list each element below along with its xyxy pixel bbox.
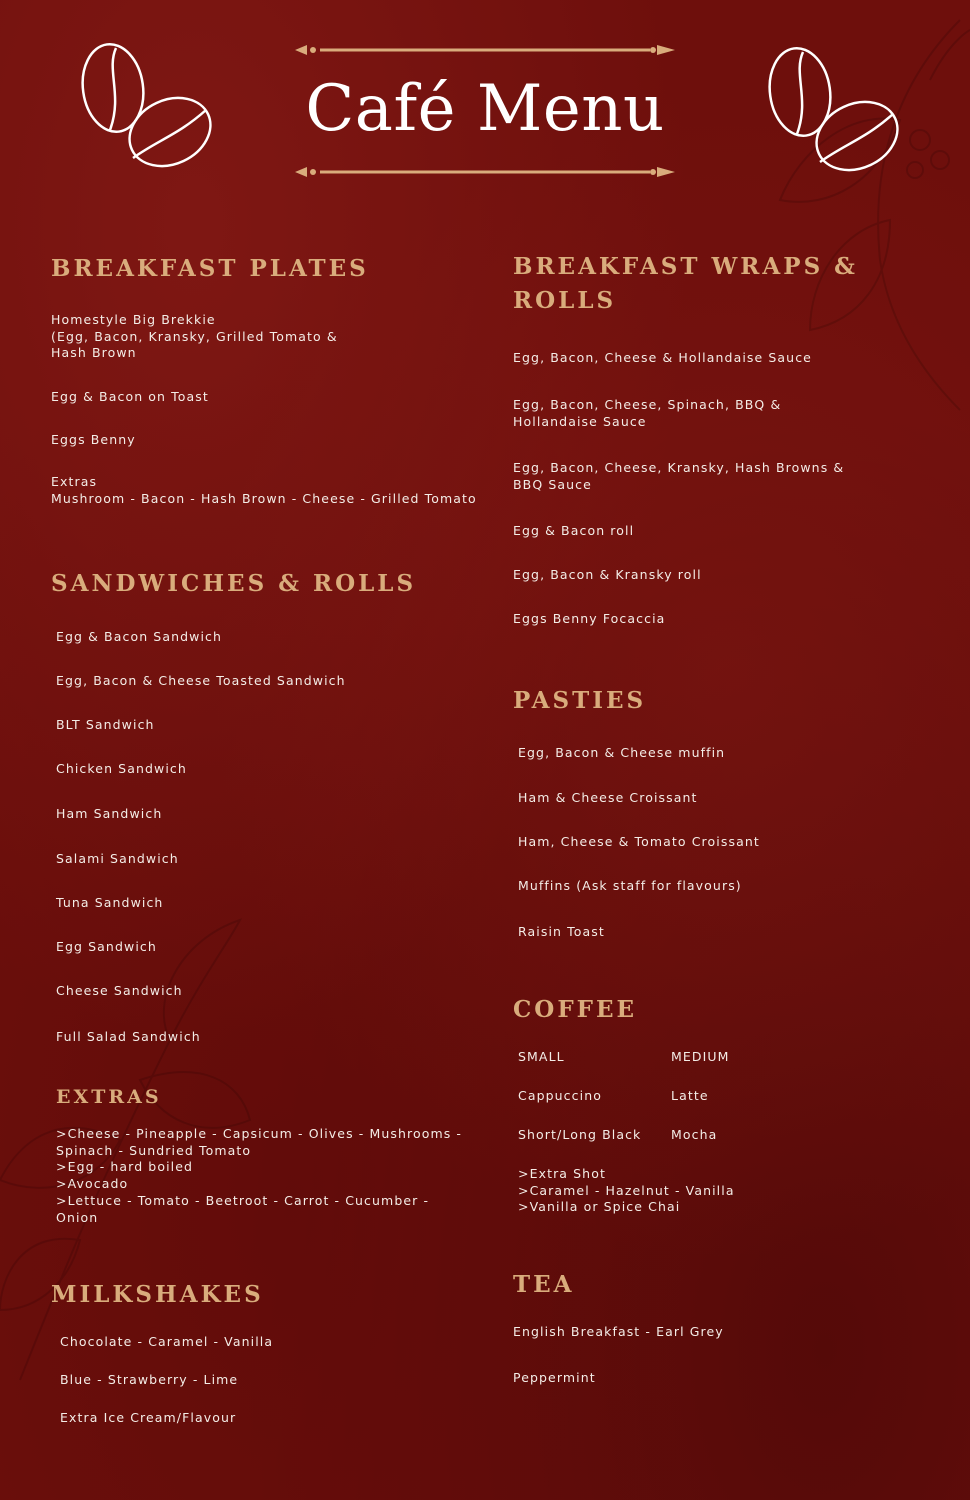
menu-item: Egg, Bacon & Cheese Toasted Sandwich (56, 673, 346, 688)
menu-item: Muffins (Ask staff for flavours) (518, 878, 742, 893)
menu-item: Latte (671, 1088, 709, 1103)
section-heading-wraps: BREAKFAST WRAPS & ROLLS (513, 253, 858, 314)
menu-item: Egg, Bacon, Cheese, Spinach, BBQ & Hollandaise Sauce (513, 397, 782, 429)
extras-list: >Cheese - Pineapple - Capsicum - Olives - Mushrooms - Spinach - Sundried Tomato >Egg - hard boiled >Avocado >Lettuce - Tomato - Beetroot - Carrot - Cucumber - Onion (56, 1126, 463, 1225)
menu-item: Egg, Bacon & Kransky roll (513, 567, 702, 582)
section-heading-sandwiches: SANDWICHES & ROLLS (51, 570, 417, 597)
coffee-size-small: SMALL (518, 1049, 565, 1064)
menu-item: Egg, Bacon, Cheese, Kransky, Hash Browns & BBQ Sauce (513, 460, 845, 492)
coffee-extras: >Extra Shot >Caramel - Hazelnut - Vanilla >Vanilla or Spice Chai (518, 1166, 735, 1215)
section-heading-coffee: COFFEE (513, 996, 638, 1023)
menu-item: Extras Mushroom - Bacon - Hash Brown - Cheese - Grilled Tomato (51, 474, 477, 506)
menu-item: Ham Sandwich (56, 806, 163, 821)
section-heading-tea: TEA (513, 1271, 575, 1298)
menu-item: Chicken Sandwich (56, 761, 187, 776)
menu-item: Egg Sandwich (56, 939, 157, 954)
menu-item: English Breakfast - Earl Grey (513, 1324, 724, 1339)
section-heading-extras: EXTRAS (56, 1086, 162, 1108)
menu-item: Ham, Cheese & Tomato Croissant (518, 834, 760, 849)
menu-item: Eggs Benny (51, 432, 136, 447)
menu-item: Chocolate - Caramel - Vanilla (60, 1334, 274, 1349)
section-heading-pasties: PASTIES (513, 687, 647, 714)
menu-item: Homestyle Big Brekkie (Egg, Bacon, Kransky, Grilled Tomato & Hash Brown (51, 312, 338, 361)
menu-item: Egg & Bacon on Toast (51, 389, 209, 404)
section-heading-milkshakes: MILKSHAKES (51, 1281, 264, 1308)
menu-item: Egg & Bacon Sandwich (56, 629, 223, 644)
menu-item: Extra Ice Cream/Flavour (60, 1410, 237, 1425)
menu-item: Ham & Cheese Croissant (518, 790, 698, 805)
ornament-rule-top (295, 45, 675, 55)
section-heading-breakfast-plates: BREAKFAST PLATES (51, 255, 369, 282)
menu-item: Cheese Sandwich (56, 983, 183, 998)
menu-item: Raisin Toast (518, 924, 605, 939)
page-title: Café Menu (305, 72, 665, 146)
menu-item: BLT Sandwich (56, 717, 155, 732)
menu-item: Mocha (671, 1127, 718, 1142)
menu-item: Egg, Bacon & Cheese muffin (518, 745, 726, 760)
menu-item: Peppermint (513, 1370, 596, 1385)
menu-item: Full Salad Sandwich (56, 1029, 201, 1044)
menu-item: Egg, Bacon, Cheese & Hollandaise Sauce (513, 350, 812, 365)
menu-item: Egg & Bacon roll (513, 523, 635, 538)
menu-item: Cappuccino (518, 1088, 602, 1103)
menu-item: Blue - Strawberry - Lime (60, 1372, 239, 1387)
menu-item: Eggs Benny Focaccia (513, 611, 666, 626)
menu-item: Salami Sandwich (56, 851, 179, 866)
menu-item: Tuna Sandwich (56, 895, 164, 910)
menu-item: Short/Long Black (518, 1127, 642, 1142)
ornament-rule-bottom (295, 167, 675, 177)
coffee-size-medium: MEDIUM (671, 1049, 730, 1064)
